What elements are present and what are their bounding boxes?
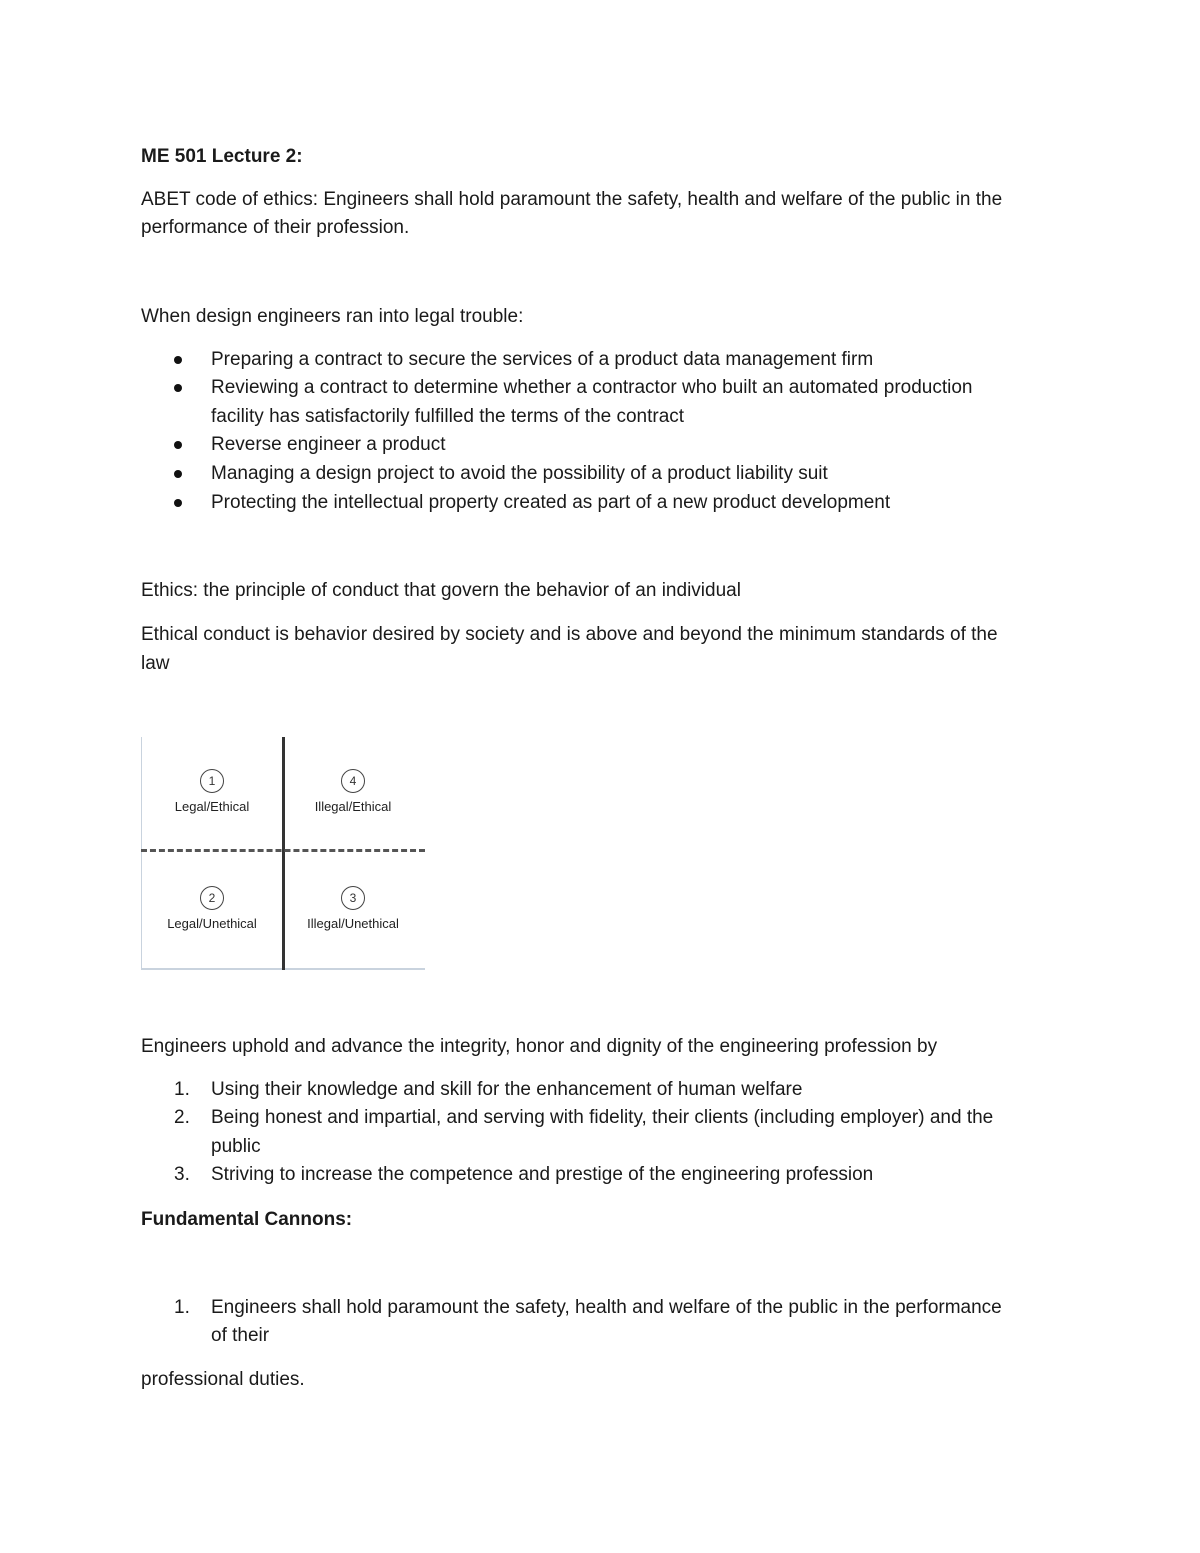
list-item: Managing a design project to avoid the possibility of a product liability suit <box>211 463 828 484</box>
ethical-conduct-line-2: law <box>141 653 170 674</box>
list-item: Protecting the intellectual property created as part of a new product development <box>211 492 891 513</box>
bullet-icon <box>174 470 182 478</box>
list-item-continuation: of their <box>211 1325 270 1346</box>
bullet-icon <box>174 499 182 507</box>
page-title: ME 501 Lecture 2: <box>141 146 303 167</box>
uphold-heading: Engineers uphold and advance the integrity, honor and dignity of the engineering profession by <box>141 1036 938 1057</box>
quadrant-illegal-unethical <box>283 886 423 931</box>
legal-ethical-quadrant-diagram <box>141 737 425 970</box>
quadrant-label: Legal/Ethical <box>174 799 250 814</box>
quadrant-dashed-horizontal-axis <box>141 849 425 852</box>
list-number: 3. <box>174 1164 190 1185</box>
list-number: 1. <box>174 1079 190 1100</box>
bullet-icon <box>174 384 182 392</box>
quadrant-illegal-ethical <box>283 769 423 814</box>
list-item: Engineers shall hold paramount the safety, health and welfare of the public in the performance <box>211 1297 1002 1318</box>
abet-code-line-1: ABET code of ethics: Engineers shall hold paramount the safety, health and welfare of the public in the <box>141 189 1003 210</box>
quadrant-number-circle: 4 <box>341 769 365 793</box>
quadrant-label: Illegal/Ethical <box>314 799 392 814</box>
quadrant-label: Illegal/Unethical <box>307 916 399 931</box>
quadrant-number-circle: 3 <box>341 886 365 910</box>
ethics-definition: Ethics: the principle of conduct that govern the behavior of an individual <box>141 580 741 601</box>
abet-code-line-2: performance of their profession. <box>141 217 410 238</box>
quadrant-label: Legal/Unethical <box>167 916 257 931</box>
legal-trouble-heading: When design engineers ran into legal trouble: <box>141 306 524 327</box>
bullet-icon <box>174 356 182 364</box>
list-item: Being honest and impartial, and serving with fidelity, their clients (including employer) and the <box>211 1107 994 1128</box>
quadrant-legal-unethical <box>142 886 282 931</box>
list-number: 2. <box>174 1107 190 1128</box>
bullet-icon <box>174 441 182 449</box>
list-item-continuation: public <box>211 1136 261 1157</box>
list-item: Using their knowledge and skill for the enhancement of human welfare <box>211 1079 803 1100</box>
fundamental-cannons-heading: Fundamental Cannons: <box>141 1209 353 1230</box>
list-number: 1. <box>174 1297 190 1318</box>
quadrant-legal-ethical <box>142 769 282 814</box>
quadrant-number-circle: 2 <box>200 886 224 910</box>
cannons-tail-text: professional duties. <box>141 1369 305 1390</box>
list-item: Reverse engineer a product <box>211 434 446 455</box>
quadrant-number-circle: 1 <box>200 769 224 793</box>
list-item: Striving to increase the competence and prestige of the engineering profession <box>211 1164 874 1185</box>
list-item: Reviewing a contract to determine whether a contractor who built an automated production <box>211 377 973 398</box>
ethical-conduct-line-1: Ethical conduct is behavior desired by society and is above and beyond the minimum standards of the <box>141 624 998 645</box>
list-item: Preparing a contract to secure the services of a product data management firm <box>211 349 874 370</box>
list-item-continuation: facility has satisfactorily fulfilled the terms of the contract <box>211 406 685 427</box>
